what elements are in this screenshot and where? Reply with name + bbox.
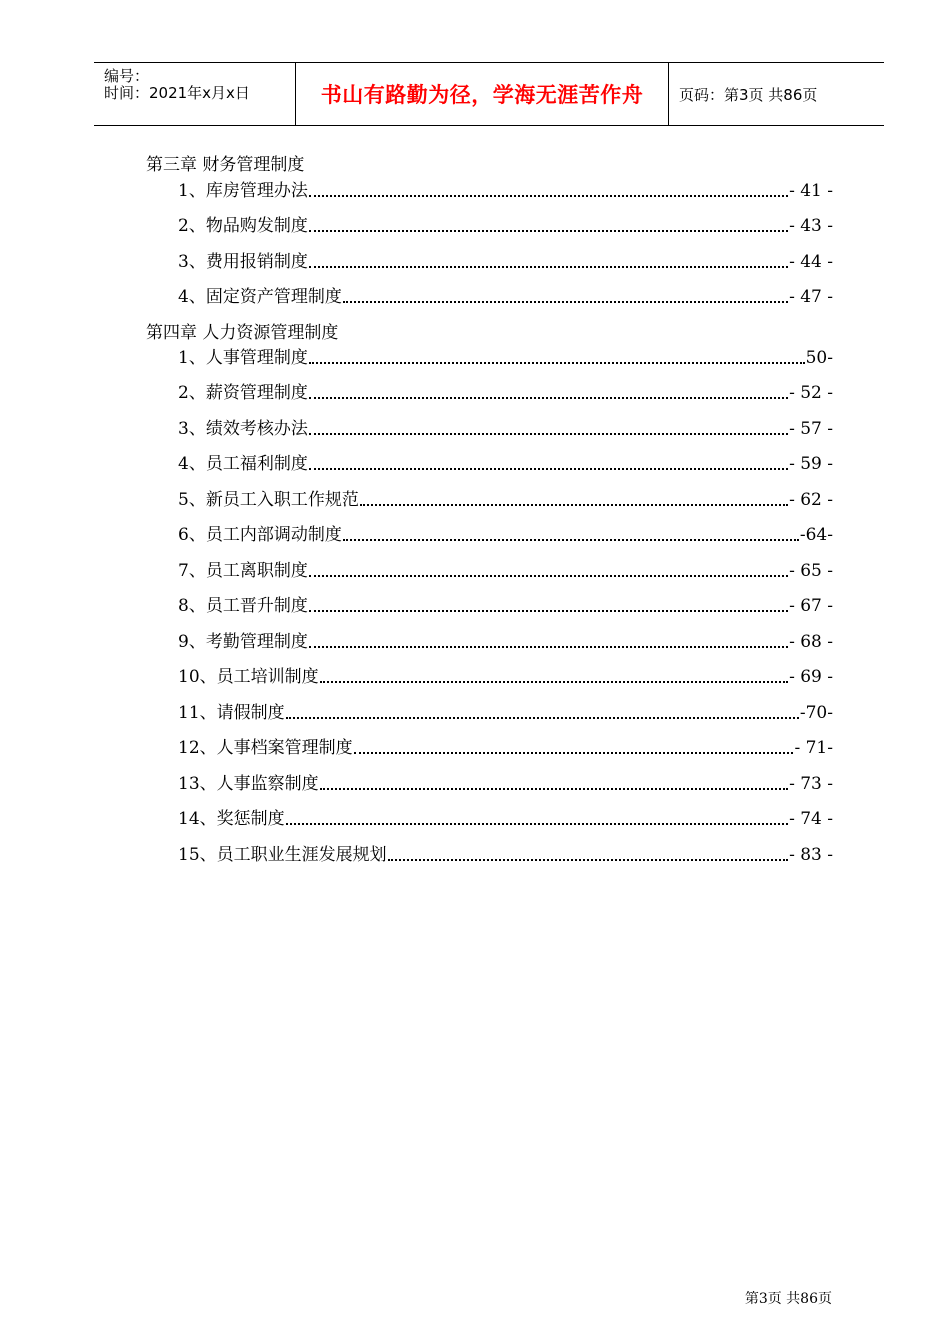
toc-entry[interactable] xyxy=(178,737,833,759)
toc-entry-page: - 71- xyxy=(794,738,833,758)
toc-entry[interactable] xyxy=(178,666,833,688)
toc-chapter-4-heading: 第四章 人力资源管理制度 xyxy=(146,323,339,343)
toc-dot-leader xyxy=(309,266,788,268)
toc-dot-leader xyxy=(320,681,788,683)
toc-entry-page: - 44 - xyxy=(789,252,833,272)
toc-entry-title: 1、人事管理制度 xyxy=(178,348,308,368)
toc-dot-leader xyxy=(354,752,794,754)
toc-entry[interactable] xyxy=(178,489,833,511)
toc-entry-page: - 67 - xyxy=(789,596,833,616)
document-number-label: 编号： xyxy=(104,67,150,85)
toc-entry[interactable] xyxy=(178,418,833,440)
toc-dot-leader xyxy=(388,859,788,861)
header-motto: 书山有路勤为径，学海无涯苦作舟 xyxy=(320,83,644,107)
toc-dot-leader xyxy=(286,717,799,719)
toc-entry-page: - 41 - xyxy=(789,181,833,201)
toc-entry-page: - 73 - xyxy=(789,774,833,794)
toc-entry-title: 2、薪资管理制度 xyxy=(178,383,308,403)
toc-entry-title: 12、人事档案管理制度 xyxy=(178,738,353,758)
toc-dot-leader xyxy=(309,433,788,435)
toc-entry-title: 3、费用报销制度 xyxy=(178,252,308,272)
toc-entry[interactable] xyxy=(178,560,833,582)
toc-entry-page: - 62 - xyxy=(789,490,833,510)
toc-entry-title: 13、人事监察制度 xyxy=(178,774,319,794)
page-footer-number: 第3页 共86页 xyxy=(744,1291,832,1307)
toc-entry[interactable] xyxy=(178,702,833,724)
toc-entry[interactable] xyxy=(178,773,833,795)
toc-entry[interactable] xyxy=(178,595,833,617)
toc-entry-page: - 47 - xyxy=(789,287,833,307)
toc-entry-page: - 57 - xyxy=(789,419,833,439)
toc-entry[interactable] xyxy=(178,286,833,308)
toc-dot-leader xyxy=(286,823,788,825)
toc-entry-page: - 83 - xyxy=(789,845,833,865)
toc-entry-page: -64- xyxy=(799,525,833,545)
toc-entry-title: 10、员工培训制度 xyxy=(178,667,319,687)
toc-entry-title: 3、绩效考核办法 xyxy=(178,419,308,439)
header-page-number: 页码：第3页 共86页 xyxy=(679,85,818,104)
toc-entry-title: 11、请假制度 xyxy=(178,703,285,723)
toc-entry-title: 9、考勤管理制度 xyxy=(178,632,308,652)
toc-dot-leader xyxy=(309,646,788,648)
toc-entry-page: - 74 - xyxy=(789,809,833,829)
toc-dot-leader xyxy=(343,301,788,303)
toc-entry-title: 8、员工晋升制度 xyxy=(178,596,308,616)
toc-entry-title: 5、新员工入职工作规范 xyxy=(178,490,359,510)
toc-entry-page: - 69 - xyxy=(789,667,833,687)
toc-dot-leader xyxy=(343,539,799,541)
toc-entry[interactable] xyxy=(178,453,833,475)
toc-entry-page: - 43 - xyxy=(789,216,833,236)
toc-entry-title: 6、员工内部调动制度 xyxy=(178,525,342,545)
toc-entry[interactable] xyxy=(178,347,833,369)
toc-entry-page: - 68 - xyxy=(789,632,833,652)
toc-dot-leader xyxy=(309,230,788,232)
toc-dot-leader xyxy=(309,195,788,197)
toc-entry-page: - 65 - xyxy=(789,561,833,581)
toc-entry-title: 7、员工离职制度 xyxy=(178,561,308,581)
toc-entry-title: 14、奖惩制度 xyxy=(178,809,285,829)
toc-dot-leader xyxy=(309,575,788,577)
toc-entry-title: 1、库房管理办法 xyxy=(178,181,308,201)
toc-dot-leader xyxy=(320,788,788,790)
toc-entry-title: 15、员工职业生涯发展规划 xyxy=(178,845,387,865)
toc-entry[interactable] xyxy=(178,180,833,202)
toc-entry[interactable] xyxy=(178,631,833,653)
toc-entry-page: - 59 - xyxy=(789,454,833,474)
toc-entry-title: 4、固定资产管理制度 xyxy=(178,287,342,307)
toc-dot-leader xyxy=(360,504,788,506)
toc-entry[interactable] xyxy=(178,251,833,273)
toc-entry-title: 2、物品购发制度 xyxy=(178,216,308,236)
document-time-label: 时间：2021年x月x日 xyxy=(104,84,250,102)
toc-entry-page: -70- xyxy=(799,703,833,723)
toc-entry[interactable] xyxy=(178,524,833,546)
toc-dot-leader xyxy=(309,397,788,399)
toc-entry[interactable] xyxy=(178,808,833,830)
toc-entry[interactable] xyxy=(178,382,833,404)
toc-chapter-3-heading: 第三章 财务管理制度 xyxy=(146,155,305,175)
toc-dot-leader xyxy=(309,468,788,470)
toc-entry-page: - 52 - xyxy=(789,383,833,403)
toc-entry[interactable] xyxy=(178,844,833,866)
toc-entry-title: 4、员工福利制度 xyxy=(178,454,308,474)
toc-entry-page: 50- xyxy=(805,348,833,368)
toc-dot-leader xyxy=(309,610,788,612)
toc-entry[interactable] xyxy=(178,215,833,237)
toc-dot-leader xyxy=(309,362,805,364)
